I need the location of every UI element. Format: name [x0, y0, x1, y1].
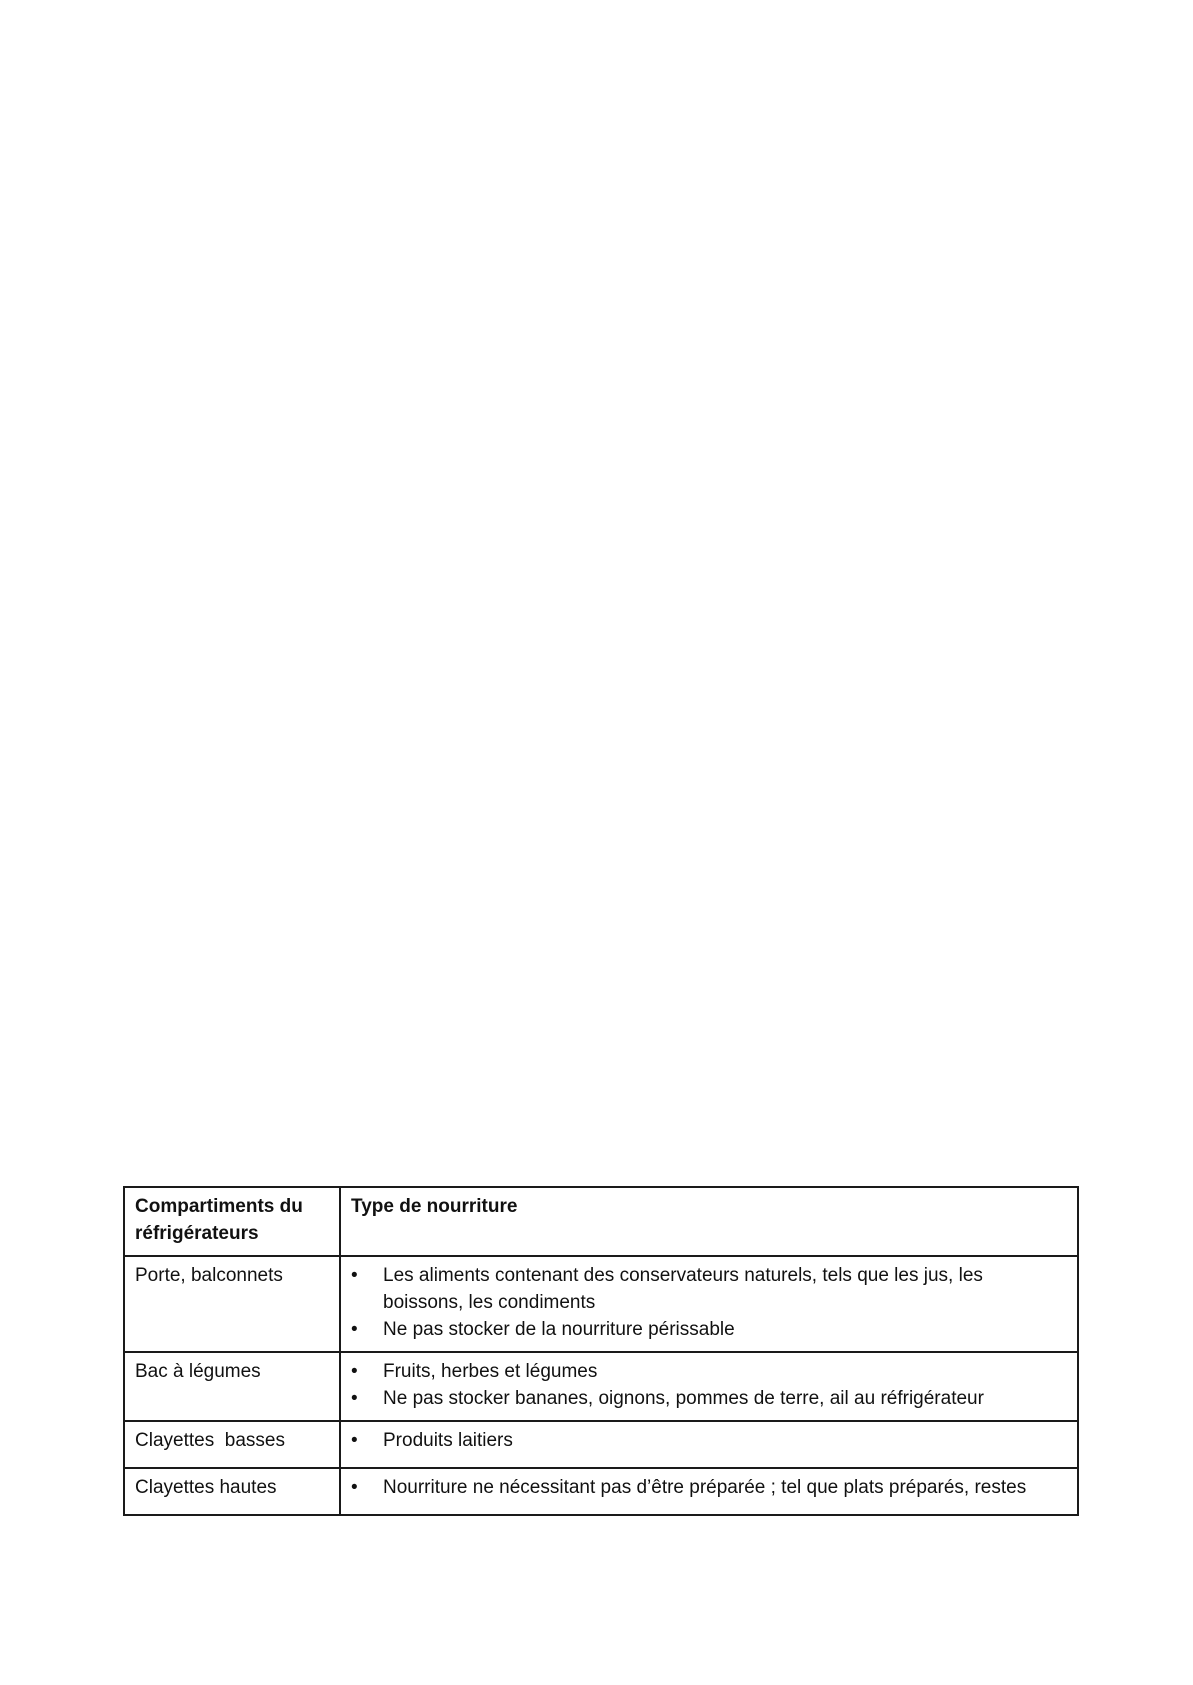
bullet-icon: • — [351, 1477, 358, 1498]
list-item-text: Fruits, herbes et légumes — [383, 1361, 598, 1382]
list-item-text: Ne pas stocker bananes, oignons, pommes de terre, ail au réfrigérateur — [383, 1388, 984, 1409]
list-item-text: Produits laitiers — [383, 1430, 513, 1451]
bullet-icon: • — [351, 1319, 358, 1340]
food-type-cell — [340, 1352, 1078, 1421]
list-item-text: Les aliments contenant des conservateurs naturels, tels que les jus, les boissons, les condiments — [383, 1265, 983, 1313]
fridge-compartments-table — [123, 1186, 1079, 1516]
table-row — [124, 1256, 1078, 1352]
food-type-cell — [340, 1468, 1078, 1515]
table-row — [124, 1352, 1078, 1421]
compartment-cell: Bac à légumes — [124, 1352, 340, 1421]
food-type-cell — [340, 1256, 1078, 1352]
list-item-text: Ne pas stocker de la nourriture périssable — [383, 1319, 735, 1340]
list-item-text: Nourriture ne nécessitant pas d’être préparée ; tel que plats préparés, restes — [383, 1477, 1027, 1498]
table-header-row — [124, 1187, 1078, 1256]
bullet-icon: • — [351, 1388, 358, 1409]
food-list — [351, 1358, 1067, 1412]
list-item — [351, 1427, 1067, 1454]
list-item — [351, 1474, 1067, 1501]
list-item — [351, 1316, 1067, 1343]
table-row — [124, 1468, 1078, 1515]
list-item — [351, 1262, 1067, 1316]
compartment-cell: Porte, balconnets — [124, 1256, 340, 1352]
bullet-icon: • — [351, 1430, 358, 1451]
food-list — [351, 1474, 1067, 1501]
bullet-icon: • — [351, 1265, 358, 1286]
header-compartment: Compartiments du réfrigérateurs — [124, 1187, 340, 1256]
bullet-icon: • — [351, 1361, 358, 1382]
header-food-type: Type de nourriture — [340, 1187, 1078, 1256]
list-item — [351, 1358, 1067, 1385]
compartment-cell: Clayettes hautes — [124, 1468, 340, 1515]
food-type-cell — [340, 1421, 1078, 1468]
table-row — [124, 1421, 1078, 1468]
food-list — [351, 1427, 1067, 1454]
list-item — [351, 1385, 1067, 1412]
food-list — [351, 1262, 1067, 1343]
compartment-cell: Clayettes basses — [124, 1421, 340, 1468]
